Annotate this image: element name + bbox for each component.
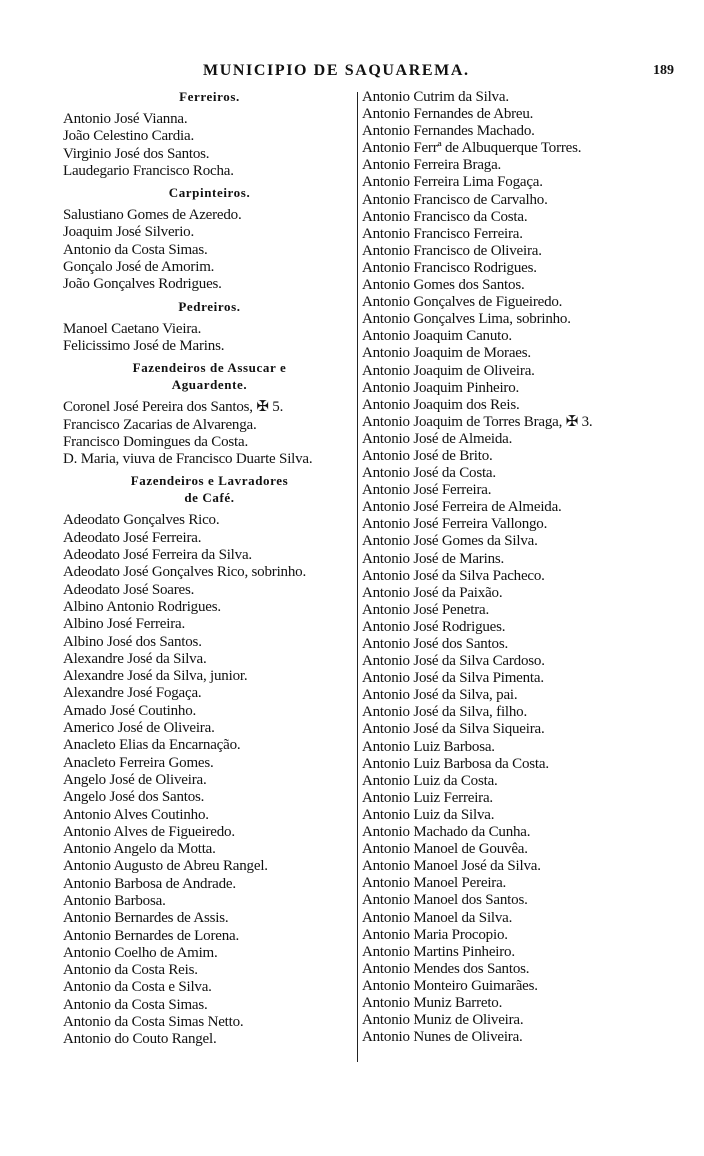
list-item: Antonio Ferreira Braga. (362, 157, 502, 174)
list-item: Antonio José da Silva Pimenta. (362, 670, 544, 687)
list-item: Antonio Ferrª de Albuquerque Torres. (362, 140, 582, 157)
list-item: Joaquim José Silverio. (63, 224, 195, 241)
list-item: Antonio da Costa e Silva. (63, 979, 212, 996)
list-item: Antonio José da Silva, pai. (362, 687, 518, 704)
section-heading-line: de Café. (184, 490, 235, 506)
list-item: Adeodato José Ferreira. (63, 529, 202, 546)
list-item: Antonio José Ferreira Vallongo. (362, 516, 548, 533)
list-item: Antonio Cutrim da Silva. (362, 89, 509, 105)
list-item: Antonio José Rodrigues. (362, 618, 506, 635)
list-item: Antonio Francisco de Oliveira. (362, 242, 542, 259)
section-heading (63, 472, 356, 506)
list-item: Antonio Fernandes de Abreu. (362, 106, 534, 123)
list-item: Antonio José de Brito. (362, 447, 493, 464)
list-item: Antonio José Vianna. (63, 111, 188, 127)
section-heading-line: Pedreiros. (178, 298, 241, 314)
section-heading-line: Fazendeiros e Lavradores (130, 473, 289, 489)
page-number: 189 (653, 63, 674, 78)
list-item: Antonio Manoel da Silva. (362, 909, 513, 926)
list-item: Antonio Maria Procopio. (362, 926, 508, 943)
page-header (0, 62, 704, 84)
section-heading (63, 359, 356, 393)
list-item: Albino José Ferreira. (63, 616, 186, 633)
section (63, 88, 356, 180)
list-item: Antonio Luiz Ferreira. (362, 789, 493, 806)
list-item: Antonio José Gomes da Silva. (362, 533, 538, 550)
list-item: Antonio Manoel Pereira. (362, 875, 507, 892)
list-item: Antonio Coelho de Amim. (63, 944, 218, 961)
list-item: Antonio Joaquim de Oliveira. (362, 362, 535, 379)
list-item: Anacleto Ferreira Gomes. (63, 754, 214, 771)
list-item: Laudegario Francisco Rocha. (63, 162, 234, 179)
list-item: Antonio Francisco de Carvalho. (362, 191, 548, 208)
list-item: Antonio José da Silva Pacheco. (362, 567, 545, 584)
list-item: João Celestino Cardia. (63, 128, 194, 145)
list-item: Salustiano Gomes de Azeredo. (63, 207, 242, 224)
list-item: Albino José dos Santos. (63, 633, 202, 650)
list-item: Antonio da Costa Reis. (63, 962, 198, 979)
list-item: Antonio Ferreira Lima Fogaça. (362, 174, 543, 191)
list-item: Antonio José Ferreira. (362, 482, 492, 499)
right-column (362, 89, 662, 1046)
list-item: Antonio Joaquim dos Reis. (362, 396, 520, 413)
list-item: Gonçalo José de Amorim. (63, 259, 215, 276)
list-item: Francisco Domingues da Costa. (63, 433, 249, 450)
section-heading (63, 298, 356, 315)
list-item: D. Maria, viuva de Francisco Duarte Silva. (63, 451, 313, 468)
list-item: Felicissimo José de Marins. (63, 337, 225, 354)
list-item: Antonio Luiz da Costa. (362, 772, 498, 789)
list-item: Antonio da Costa Simas Netto. (63, 1014, 244, 1031)
list-item: Angelo José de Oliveira. (63, 771, 207, 788)
list-item: Antonio José da Silva Siqueira. (362, 721, 545, 738)
list-item: Alexandre José da Silva, junior. (63, 668, 248, 685)
list-item: Amado José Coutinho. (63, 702, 197, 719)
left-column (63, 88, 356, 1049)
list-item: Adeodato José Soares. (63, 581, 195, 598)
list-item: Antonio Mendes dos Santos. (362, 960, 530, 977)
section-heading-line: Aguardente. (171, 377, 248, 393)
section (63, 472, 356, 1048)
list-item: Albino Antonio Rodrigues. (63, 598, 221, 615)
list-item: Antonio Fernandes Machado. (362, 123, 535, 140)
list-item: Antonio Joaquim de Torres Braga, ✠ 3. (362, 413, 593, 430)
list-item: Antonio Angelo da Motta. (63, 841, 216, 858)
list-item: Adeodato José Ferreira da Silva. (63, 547, 252, 564)
list-item: Antonio Joaquim de Moraes. (362, 345, 531, 362)
list-item: Antonio José de Almeida. (362, 430, 513, 447)
list-item: Antonio José da Costa. (362, 465, 496, 482)
list-item: Antonio da Costa Simas. (63, 241, 208, 258)
list-item: Antonio Augusto de Abreu Rangel. (63, 858, 268, 875)
page-title: MUNICIPIO DE SAQUAREMA. (203, 62, 470, 79)
list-item: Virginio José dos Santos. (63, 145, 210, 162)
list-item: Antonio Gonçalves de Figueiredo. (362, 294, 563, 311)
section-heading (63, 88, 356, 105)
column-divider (357, 92, 358, 1062)
list-item: Antonio José da Silva Cardoso. (362, 653, 545, 670)
section-heading-line: Ferreiros. (179, 89, 240, 104)
list-item: Angelo José dos Santos. (63, 789, 205, 806)
list-item: Alexandre José Fogaça. (63, 685, 202, 702)
list-item: Antonio do Couto Rangel. (63, 1031, 217, 1048)
list-item: Antonio Gomes dos Santos. (362, 277, 525, 294)
section-heading-line: Fazendeiros de Assucar e (132, 360, 287, 376)
list-item: Antonio José da Silva, filho. (362, 704, 528, 721)
list-item: Antonio Manoel dos Santos. (362, 892, 528, 909)
list-item: Antonio Francisco Rodrigues. (362, 259, 537, 276)
list-item: Antonio Machado da Cunha. (362, 824, 531, 841)
list-item: Antonio Joaquim Canuto. (362, 328, 512, 345)
list-item: Antonio Muniz de Oliveira. (362, 1012, 524, 1029)
list-item: João Gonçalves Rodrigues. (63, 276, 222, 293)
list-item: Adeodato José Gonçalves Rico, sobrinho. (63, 564, 306, 581)
list-item: Antonio Luiz Barbosa. (362, 738, 495, 755)
list-item: Anacleto Elias da Encarnação. (63, 737, 241, 754)
section (63, 359, 356, 468)
list-item: Antonio Joaquim Pinheiro. (362, 379, 520, 396)
list-item: Antonio Monteiro Guimarães. (362, 977, 538, 994)
list-item: Antonio Martins Pinheiro. (362, 943, 515, 960)
list-item: Antonio da Costa Simas. (63, 996, 208, 1013)
list-item: Antonio Nunes de Oliveira. (362, 1029, 523, 1046)
list-item: Adeodato Gonçalves Rico. (63, 512, 220, 529)
section-heading-line: Carpinteiros. (168, 185, 251, 201)
list-item: Francisco Zacarias de Alvarenga. (63, 416, 257, 433)
list-item: Antonio Manoel José da Silva. (362, 858, 541, 875)
list-item: Manoel Caetano Vieira. (63, 320, 202, 337)
list-item: Antonio José dos Santos. (362, 636, 509, 652)
list-item: Antonio Muniz Barreto. (362, 994, 503, 1011)
list-item: Antonio Bernardes de Assis. (63, 910, 229, 927)
list-item: Antonio Barbosa de Andrade. (63, 875, 236, 892)
list-item: Americo José de Oliveira. (63, 720, 215, 737)
list-item: Antonio José de Marins. (362, 550, 505, 567)
list-item: Antonio Francisco Ferreira. (362, 225, 523, 242)
list-item: Antonio Gonçalves Lima, sobrinho. (362, 311, 571, 328)
list-item: Antonio Luiz da Silva. (362, 806, 495, 823)
list-item: Coronel José Pereira dos Santos, ✠ 5. (63, 399, 284, 416)
list-item: Antonio Alves Coutinho. (63, 806, 209, 823)
section (63, 184, 356, 293)
list-item: Antonio Bernardes de Lorena. (63, 927, 240, 944)
list-item: Antonio Alves de Figueiredo. (63, 823, 235, 840)
section (63, 298, 356, 356)
list-item: Antonio Luiz Barbosa da Costa. (362, 755, 549, 772)
section-heading (63, 184, 356, 201)
list-item: Antonio José Penetra. (362, 601, 490, 618)
list-item: Antonio José Ferreira de Almeida. (362, 499, 562, 516)
list-item: Antonio Francisco da Costa. (362, 208, 528, 225)
list-item: Antonio José da Paixão. (362, 584, 503, 601)
list-item: Alexandre José da Silva. (63, 650, 207, 667)
list-item: Antonio Barbosa. (63, 892, 166, 909)
list-item: Antonio Manoel de Gouvêa. (362, 841, 528, 858)
